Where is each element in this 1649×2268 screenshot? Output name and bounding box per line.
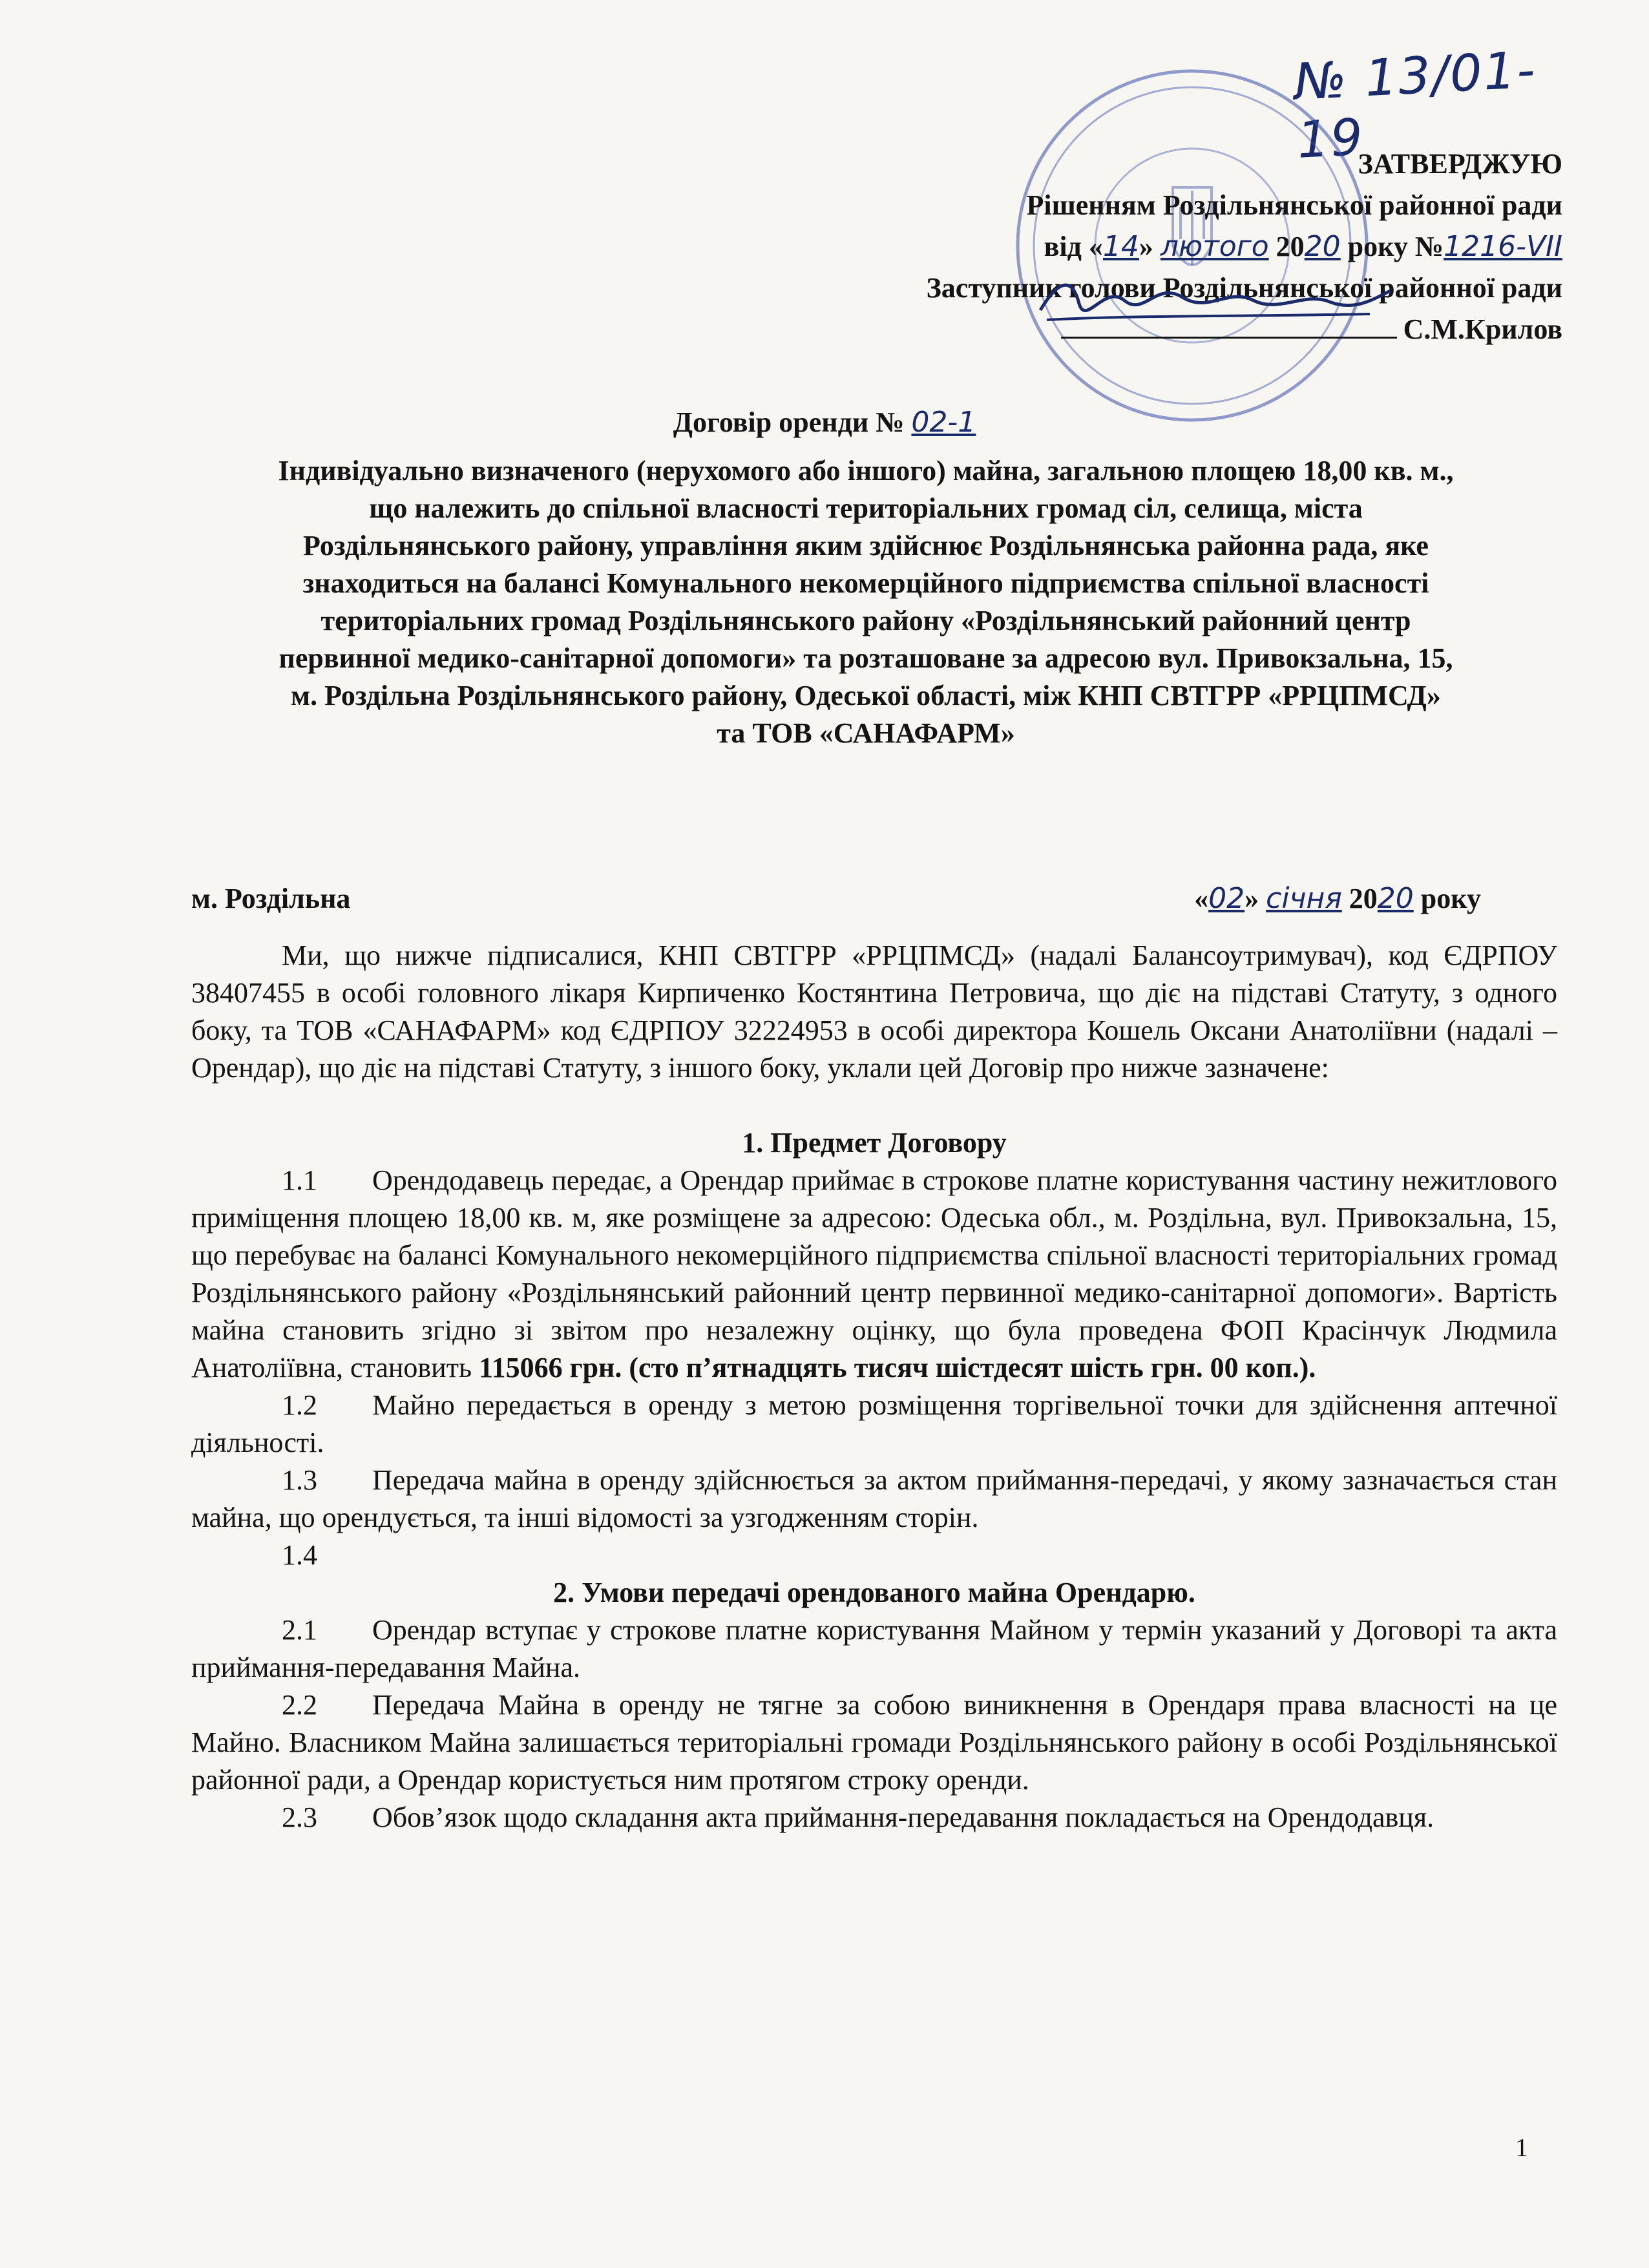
year-prefix: 20 (1349, 883, 1378, 914)
subject-line: та ТОВ «САНАФАРМ» (717, 717, 1015, 749)
clause-number: 2.3 (282, 1801, 317, 1833)
year-suffix: року № (1340, 231, 1444, 262)
contract-place: м. Роздільна (191, 883, 351, 914)
clause-text: Орендодавець передає, а Орендар приймає в строкове платне користування частину нежитлового приміщення площею 18,00 кв. м, яке розміщене за адресою: Одеська обл., м. Роздільна, вул. Привокзальна, 15, що перебуває на балансі Комунального некомерційного підприємства спільної власності територіальних громад Роздільнянського району «Роздільнянський районний центр первинної медико-санітарної допомоги». Вартість майна становить згідно зі звітом про незалежну оцінку, що була проведена ФОП Красінчук Людмила Анатоліївна, становить (191, 1164, 1557, 1383)
clause-number: 1.2 (282, 1389, 317, 1421)
approval-date-year: 20 (1304, 230, 1341, 263)
approval-date-line (927, 226, 1562, 268)
clause-text: Орендар вступає у строкове платне користування Майном у термін указаний у Договорі та акта приймання-передавання Майна. (191, 1614, 1557, 1683)
approval-decision-number: 1216-VII (1444, 230, 1562, 263)
clause-text: Передача майна в оренду здійснюється за актом приймання-передачі, у якому зазначається стан майна, що орендується, та інші відомості за узгодженням сторін. (191, 1464, 1557, 1533)
clause-text: Обов’язок щодо складання акта приймання-передавання покладається на Орендодавця. (372, 1801, 1434, 1833)
clause-number: 2.2 (282, 1689, 317, 1721)
clause-number: 2.1 (282, 1614, 317, 1646)
contract-title (0, 406, 1649, 439)
clause-1-4 (191, 1537, 1557, 1574)
clause-1-3 (191, 1462, 1557, 1537)
clause-number: 1.1 (282, 1164, 317, 1196)
subject-line: м. Роздільна Роздільнянського району, Одеської області, між КНП СВТГРР «РРЦПМСД» (291, 680, 1441, 711)
subject-line: первинної медико-санітарної допомоги» та розташоване за адресою вул. Привокзальна, 15, (278, 642, 1453, 674)
section-2-heading: 2. Умови передачі орендованого майна Орендарю. (553, 1577, 1195, 1608)
handwritten-registration-number: № 13/01-19 (1292, 41, 1538, 170)
date-close-quote: » (1139, 231, 1153, 262)
contract-date (1194, 882, 1481, 915)
subject-line: територіальних громад Роздільнянського району «Роздільнянський районний центр (320, 605, 1411, 636)
clause-number: 1.3 (282, 1464, 317, 1496)
approval-deputy-line: Заступник голови Роздільнянської районної ради (926, 272, 1562, 304)
clause-2-1 (191, 1612, 1557, 1686)
approval-heading: ЗАТВЕРДЖУЮ (1358, 148, 1562, 180)
approval-decision-line: Рішенням Роздільнянської районної ради (1026, 189, 1562, 221)
clause-text: Майно передається в оренду з метою розміщення торгівельної точки для здійснення аптечної діяльності. (191, 1389, 1557, 1458)
contract-date-month: січня (1266, 882, 1342, 915)
clause-1-2 (191, 1387, 1557, 1462)
approval-signer-name: С.М.Крилов (1403, 313, 1562, 345)
year-suffix: року (1413, 883, 1481, 914)
handwritten-signature (1034, 265, 1396, 336)
clause-text: Передача Майна в оренду не тягне за собою виникнення в Орендаря права власності на це Майно. Власником Майна залишається територіальні громади Роздільнянського району в особі Роздільнянської районної ради, а Орендар користується ним протягом строку оренди. (191, 1689, 1557, 1796)
intro-paragraph: Ми, що нижче підписалися, КНП СВТГРР «РРЦПМСД» (надалі Балансоутримувач), код ЄДРПОУ 38407455 в особі головного лікаря Кирпиченко Костянтина Петровича, що діє на підставі Статуту, з одного боку, та ТОВ «САНАФАРМ» код ЄДРПОУ 32224953 в особі директора Кошель Оксани Анатоліївни (надалі – Орендар), що діє на підставі Статуту, з іншого боку, уклали цей Договір про нижче зазначене: (191, 940, 1557, 1084)
contract-title-text: Договір оренди № (673, 406, 905, 438)
date-open-quote: від « (1044, 231, 1103, 262)
subject-line: знаходиться на балансі Комунального некомерційного підприємства спільної власності (302, 567, 1429, 599)
approval-date-day: 14 (1102, 230, 1139, 263)
contract-date-year: 20 (1377, 882, 1414, 915)
subject-line: Індивідуально визначеного (нерухомого або іншого) майна, загальною площею 18,00 кв. м., (278, 455, 1454, 487)
clause-1-1 (191, 1162, 1557, 1387)
contract-body (191, 937, 1557, 1836)
subject-line: що належить до спільної власності територіальних громад сіл, селища, міста (369, 492, 1363, 524)
contract-subject (194, 452, 1538, 752)
contract-number: 02-1 (911, 406, 976, 439)
year-prefix: 20 (1276, 231, 1305, 262)
contract-date-day: 02 (1208, 882, 1245, 915)
clause-number: 1.4 (282, 1539, 317, 1571)
clause-amount: 115066 грн. (сто п’ятнадцять тисяч шістдесят шість грн. 00 коп.). (479, 1352, 1316, 1383)
date-open-quote: « (1194, 883, 1209, 914)
section-1-heading: 1. Предмет Договору (742, 1127, 1007, 1159)
clause-2-2 (191, 1686, 1557, 1799)
clause-2-3 (191, 1799, 1557, 1836)
approval-date-month: лютого (1160, 230, 1269, 263)
date-close-quote: » (1245, 883, 1259, 914)
page-number: 1 (1515, 2133, 1528, 2162)
subject-line: Роздільнянського району, управління яким здійснює Роздільнянська районна рада, яке (303, 530, 1429, 562)
